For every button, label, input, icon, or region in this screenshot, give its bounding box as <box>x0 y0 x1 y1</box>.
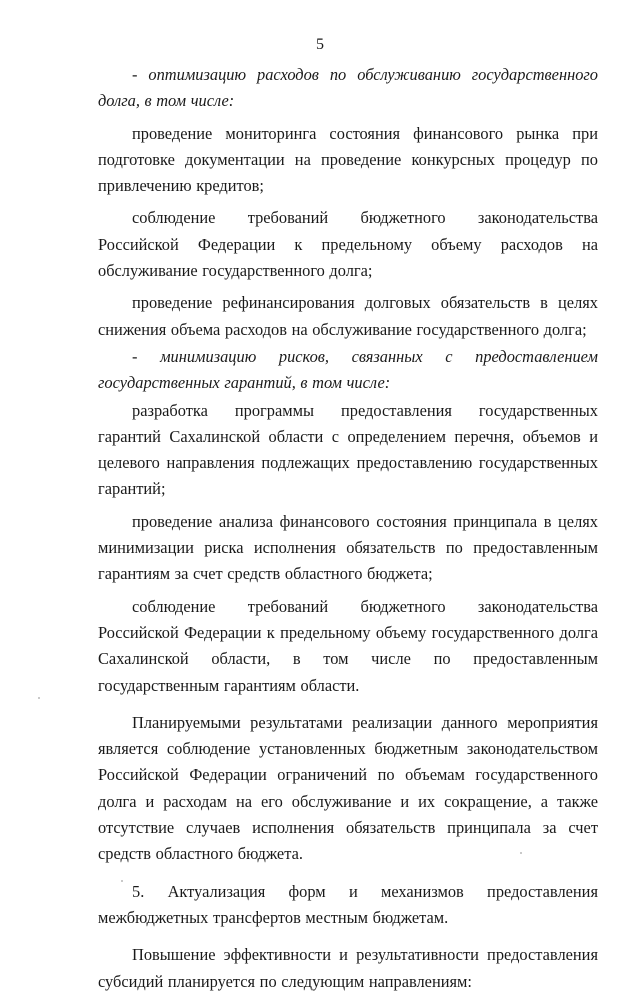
list-item-refinancing: проведение рефинансирования долговых обязательств в целях снижения объема расходов на обслуживание государственного долга; <box>98 293 598 339</box>
scan-speck <box>121 880 123 882</box>
list-item-debt-service-optimization: - оптимизацию расходов по обслуживанию государственного долга, в том числе: <box>98 65 598 111</box>
section-heading-item-5: 5. Актуализация форм и механизмов предоставления межбюджетных трансфертов местным бюджетам. <box>98 881 598 927</box>
list-item-risk-minimization: - минимизацию рисков, связанных с предоставлением государственных гарантий, в том числе: <box>98 346 598 393</box>
document-body <box>98 62 598 995</box>
list-item-guarantee-program: разработка программы предоставления государственных гарантий Сахалинской области с определением перечня, объемов и целевого направления подлежащих предоставлению государственных гарантий; <box>98 400 598 499</box>
planned-results-paragraph: Планируемыми результатами реализации данного мероприятия является соблюдение установленных бюджетным законодательством Российской Федерации ограничений по объемам государственного долга и расходам на его обслуживание и их сокращение, а также отсутствие случаев исполнения обязательств принципала за счет средств областного бюджета. <box>98 712 598 864</box>
scan-speck <box>38 697 40 699</box>
subsidy-efficiency-paragraph: Повышение эффективности и результативности предоставления субсидий планируется по следующим направлениям: <box>98 945 598 991</box>
page-number: 5 <box>316 36 324 53</box>
list-item-debt-limit-compliance: соблюдение требований бюджетного законодательства Российской Федерации к предельному объему государственного долга Сахалинской области, в том числе по предоставленным государственным гарантиям области. <box>98 596 598 695</box>
list-item-principal-analysis: проведение анализа финансового состояния принципала в целях минимизации риска исполнения обязательств по предоставленным гарантиям за счет средств областного бюджета; <box>98 511 598 584</box>
list-item-expense-limit-compliance: соблюдение требований бюджетного законодательства Российской Федерации к предельному объему расходов на обслуживание государственного долга; <box>98 208 598 281</box>
scan-speck <box>520 852 522 854</box>
list-item-market-monitoring: проведение мониторинга состояния финансового рынка при подготовке документации на проведение конкурсных процедур по привлечению кредитов; <box>98 123 598 196</box>
